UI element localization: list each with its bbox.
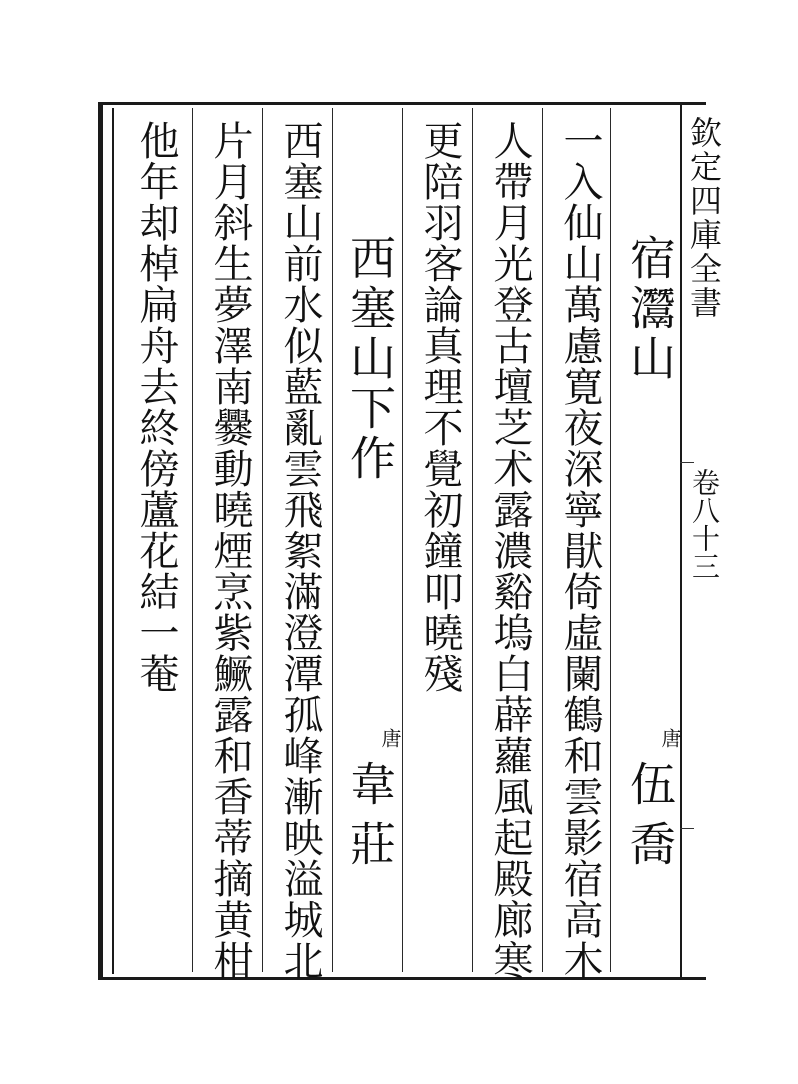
dynasty-label: 唐: [378, 728, 402, 748]
margin-mark: [680, 828, 694, 829]
column-rule: [332, 108, 333, 972]
poem-line: 人帶月光登古壇芝术露濃谿塢白薜蘿風起殿廊寒: [487, 120, 533, 981]
column-rule: [472, 108, 473, 972]
volume-label: 卷八十三: [688, 468, 721, 580]
column-rule: [610, 108, 611, 972]
poem-line: 西塞山前水似藍亂雲飛絮滿澄潭孤峰漸映溢城北: [277, 120, 323, 981]
book-title: 欽定四庫全書: [685, 116, 723, 320]
poem-line: 更陪羽客論真理不覺初鐘叩曉殘: [417, 120, 463, 694]
margin-divider: [680, 102, 682, 980]
poem-author: 韋莊: [343, 760, 397, 880]
column-rule: [402, 108, 403, 972]
poem-title: 西塞山下作: [343, 234, 397, 484]
margin-mark: [680, 462, 694, 463]
poem-author: 伍喬: [623, 760, 677, 880]
column-rule: [262, 108, 263, 972]
inner-border-line: [112, 108, 114, 974]
column-rule: [192, 108, 193, 972]
poem-line: 一入仙山萬慮寛夜深寧猒倚虛闌鶴和雲影宿高木: [557, 120, 603, 981]
poem-line: 他年却棹扁舟去終傍蘆花結一菴: [133, 120, 179, 694]
page-margin: [684, 116, 724, 976]
poem-title: 宿灊山: [623, 234, 677, 384]
column-rule: [542, 108, 543, 972]
dynasty-label: 唐: [658, 728, 682, 748]
poem-line: 片月斜生夢澤南爨動曉煙烹紫鱖露和香蒂摘黄柑: [207, 120, 253, 981]
